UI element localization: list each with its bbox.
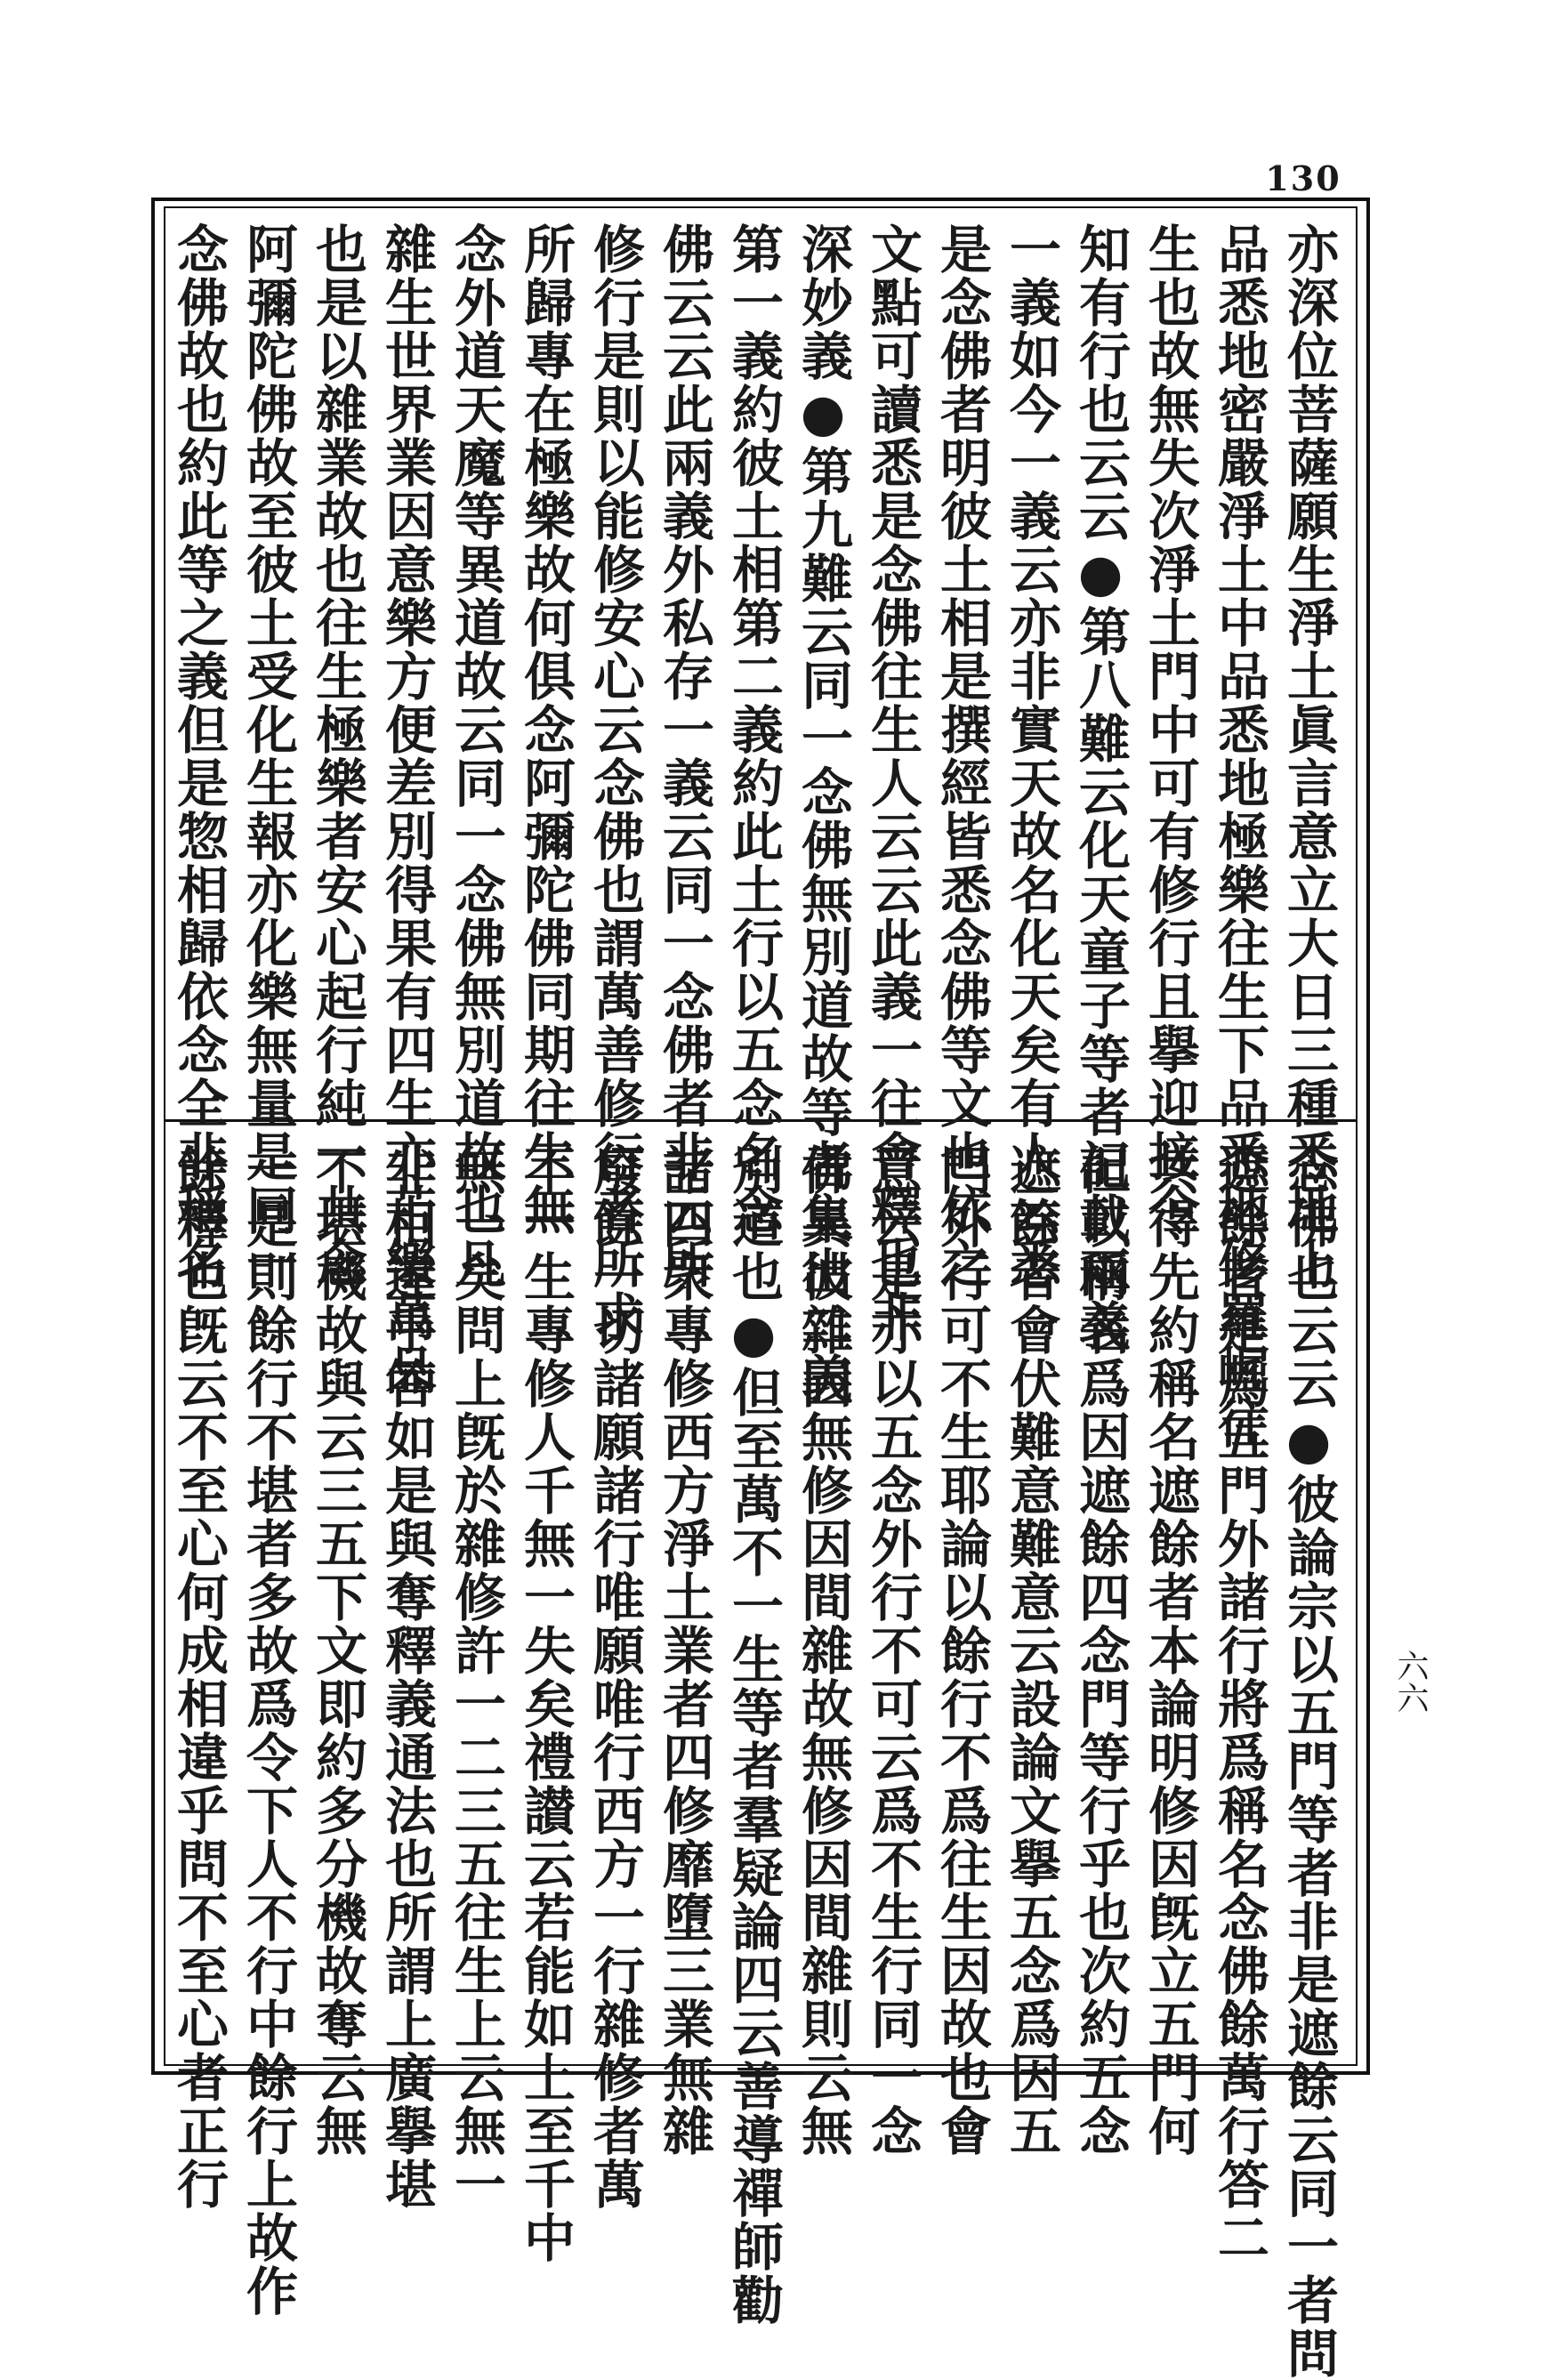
text-column: 深妙義●第九難云同一念佛無別道故等者集出二義 xyxy=(793,222,853,1406)
lower-text-block xyxy=(168,1143,1343,2380)
text-column: 餘釋也旣云不至心何成相違乎問不至心者正行 xyxy=(168,1143,229,2211)
text-column: 雜生世界業因意樂方便差別得果有四生亦苦樂萬品 xyxy=(376,222,437,1397)
text-column: 所歸專在極樂故何俱念阿彌陀佛同期往生無 xyxy=(515,222,576,1237)
text-column: 諸四衆專修西方淨土業者四修靡墮三業無雜 xyxy=(654,1143,714,2158)
text-column: 佛云云此兩義外私存一義云同一念佛者非云所 xyxy=(654,222,714,1290)
text-column: 門外行可不生耶論以餘行不爲往生因故也會 xyxy=(931,1143,992,2158)
text-column: 阿彌陀佛故至彼土受化生報亦化樂無量是同一 xyxy=(238,222,298,1290)
text-column: 修行是則以能修安心云念佛也謂萬善修行者所求 xyxy=(584,222,645,1343)
text-column: 廢餘一切諸願諸行唯願唯行西方一行雜修者萬 xyxy=(584,1143,645,2211)
upper-text-block xyxy=(168,222,1343,1450)
text-column: 一是則餘行不堪者多故爲令下人不行中餘行上故作 xyxy=(238,1143,298,2318)
page-number: 130 xyxy=(1265,158,1341,198)
text-column: 不一生專修人千無一失矣禮讃云若能如上至千中 xyxy=(515,1143,576,2264)
text-column: 非相違乎答如是與奪釋義通法也所謂上廣擧堪 xyxy=(376,1143,437,2211)
text-column: 生也故無失次淨土門中可有修行且擧迎接令 xyxy=(1140,222,1200,1237)
text-column: 念佛也云云●彼論宗以五門等者非是遮餘云同一者問 xyxy=(1278,1143,1339,2380)
text-column: 遮餘者是爲五門外諸行將爲稱名念佛餘萬行答二 xyxy=(1209,1143,1269,2264)
text-column: 但以稱名爲因遮餘四念門等行乎也次約五念 xyxy=(1070,1143,1131,2158)
text-column: 第一義約彼土相第二義約此土行以五念名念 xyxy=(723,222,784,1237)
text-column: 品悉地密嚴淨土中品悉地極樂往生下品悉地修羅崛往 xyxy=(1209,222,1269,1450)
text-column: 念外道天魔等異道故云同一念佛無別道故也凡 xyxy=(446,222,506,1290)
text-column: 遮餘者會伏難意難意云設論文擧五念爲因五 xyxy=(1001,1143,1061,2158)
folio-number: 六六 xyxy=(1392,1650,1429,1714)
text-column: 意云是亦以五念外行不可云爲不生行同一念 xyxy=(862,1143,923,2158)
text-column: 是念佛者明彼土相是撰經皆悉念佛等文也依之 xyxy=(931,222,992,1290)
text-column: 亦深位菩薩願生淨土眞言意立大日三種悉地上 xyxy=(1278,222,1339,1290)
text-column: 念佛故也約此等之義但是惣相歸依念全非稱名 xyxy=(168,222,229,1290)
text-column: 也是以雜業故也往生極樂者安心起行純一共念 xyxy=(307,222,367,1290)
text-column: 共得先約稱名遮餘者本論明修因旣立五門何 xyxy=(1140,1143,1200,2158)
text-column: 文點可讀悉是念佛往生人云云此義一往會釋也非 xyxy=(862,222,923,1343)
text-column: 不堪機故與云三五下文即約多分機故奪云無 xyxy=(307,1143,367,2158)
text-column: 別道也●但至萬不一生等者羣疑論四云善導禪師勸 xyxy=(723,1143,784,2327)
text-column: 佛異彼雜因無修因間雜故無修因間雜則云無 xyxy=(793,1143,853,2158)
text-column: 一義如今一義云亦非實天故名化天矣有人云悉 xyxy=(1001,222,1061,1290)
text-column: 知有行也云云●第八難云化天童子等者記載兩義 xyxy=(1070,222,1131,1352)
text-column: 無一矣問上旣於雜修許一二三五往生上云無一 xyxy=(446,1143,506,2211)
